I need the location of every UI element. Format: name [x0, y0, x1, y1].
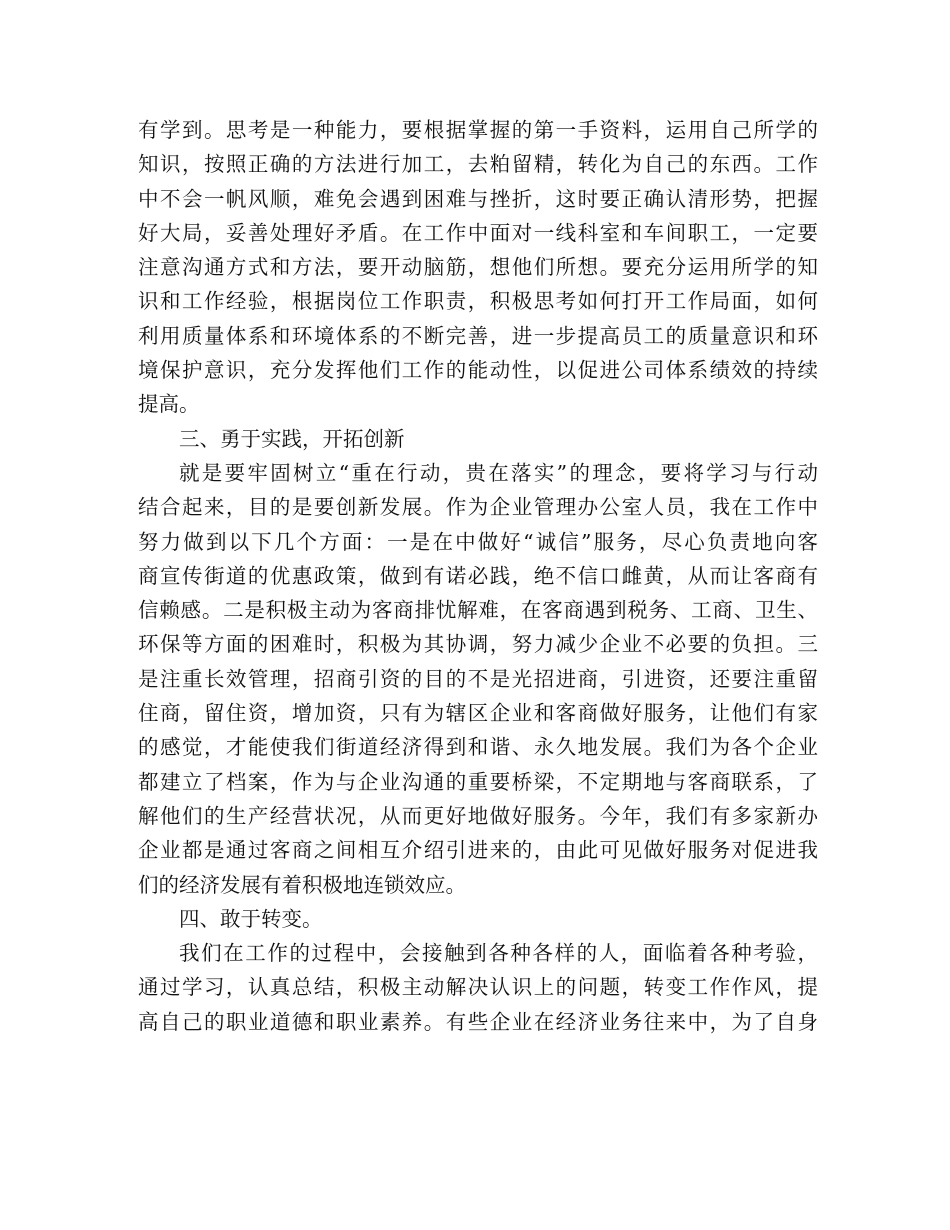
section-heading: 三、勇于实践，开拓创新 — [179, 426, 405, 451]
text-line: 的感觉，才能使我们街道经济得到和谐、永久地发展。我们为各个企业 — [138, 735, 818, 760]
text-line: 企业都是通过客商之间相互介绍引进来的，由此可见做好服务对促进我 — [138, 838, 818, 863]
text-line: 利用质量体系和环境体系的不断完善，进一步提高员工的质量意识和环 — [138, 323, 818, 348]
text-line: 都建立了档案，作为与企业沟通的重要桥梁，不定期地与客商联系，了 — [138, 769, 818, 794]
section-heading: 四、敢于转变。 — [179, 906, 323, 931]
text-line: 高自己的职业道德和职业素养。有些企业在经济业务往来中，为了自身 — [138, 1009, 818, 1034]
text-line: 结合起来，目的是要创新发展。作为企业管理办公室人员，我在工作中 — [138, 495, 818, 520]
text-line: 提高。 — [138, 392, 200, 417]
text-line: 注意沟通方式和方法，要开动脑筋，想他们所想。要充分运用所学的知 — [138, 255, 818, 280]
text-line: 住商，留住资，增加资，只有为辖区企业和客商做好服务，让他们有家 — [138, 701, 818, 726]
text-line: 解他们的生产经营状况，从而更好地做好服务。今年，我们有多家新办 — [138, 803, 818, 828]
text-line: 中不会一帆风顺，难免会遇到困难与挫折，这时要正确认清形势，把握 — [138, 186, 818, 211]
text-line: 好大局，妥善处理好矛盾。在工作中面对一线科室和车间职工，一定要 — [138, 220, 818, 245]
text-line: 识和工作经验，根据岗位工作职责，积极思考如何打开工作局面，如何 — [138, 289, 818, 314]
document-page — [138, 113, 818, 1039]
text-line: 努力做到以下几个方面：一是在中做好“诚信”服务，尽心负责地向客 — [138, 529, 818, 554]
text-line: 我们在工作的过程中，会接触到各种各样的人，面临着各种考验， — [179, 941, 818, 966]
text-line: 知识，按照正确的方法进行加工，去粕留精，转化为自己的东西。工作 — [138, 152, 818, 177]
text-line: 有学到。思考是一种能力，要根据掌握的第一手资料，运用自己所学的 — [138, 118, 818, 142]
text-line: 信赖感。二是积极主动为客商排忧解难，在客商遇到税务、工商、卫生、 — [138, 598, 818, 623]
text-line: 是注重长效管理，招商引资的目的不是光招进商，引进资，还要注重留 — [138, 666, 818, 691]
text-line: 们的经济发展有着积极地连锁效应。 — [138, 872, 466, 897]
text-line: 就是要牢固树立“重在行动，贵在落实”的理念，要将学习与行动 — [179, 460, 818, 485]
text-line: 通过学习，认真总结，积极主动解决认识上的问题，转变工作作风，提 — [138, 975, 818, 1000]
text-line: 环保等方面的困难时，积极为其协调，努力减少企业不必要的负担。三 — [138, 632, 818, 657]
text-line: 商宣传街道的优惠政策，做到有诺必践，绝不信口雌黄，从而让客商有 — [138, 563, 818, 588]
text-line: 境保护意识，充分发挥他们工作的能动性，以促进公司体系绩效的持续 — [138, 358, 818, 383]
